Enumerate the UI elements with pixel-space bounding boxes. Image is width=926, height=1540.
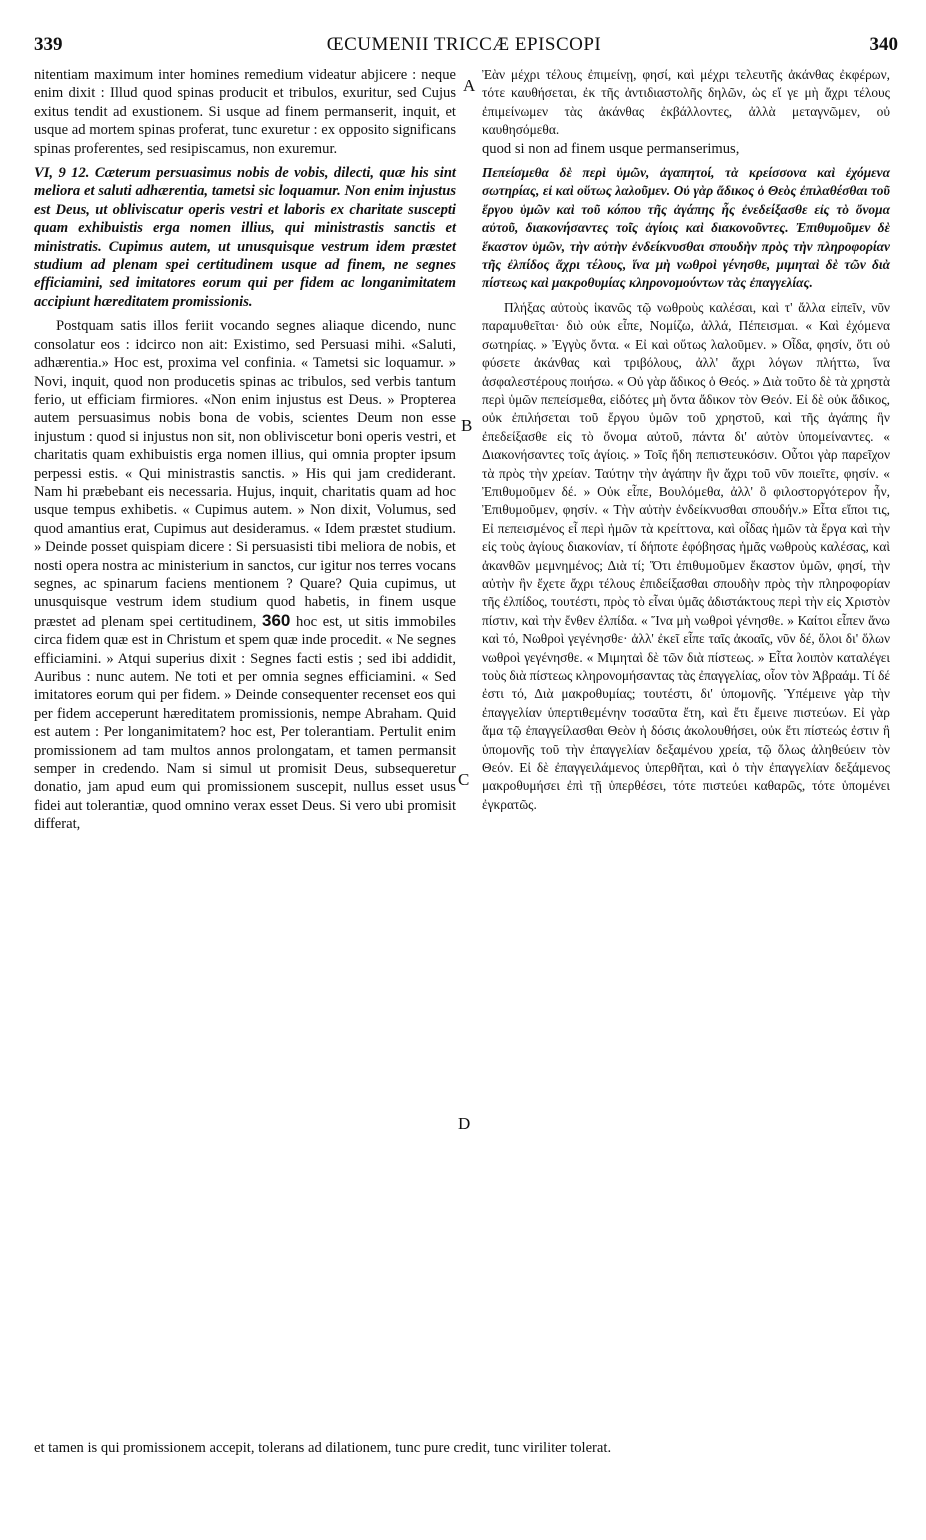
greek-column <box>482 66 890 814</box>
closing-spanning-text: et tamen is qui promissionem accepit, tolerans ad dilationem, tunc pure credit, tunc viriliter tolerat. <box>34 1440 612 1456</box>
latin-scripture-paragraph <box>34 164 456 311</box>
latin-scripture-text: Cæterum persuasimus nobis de vobis, dilecti, quæ his sint meliora et saluti adhærentia, tametsi sic loquamur. Non enim injustus est Deus, ut obliviscatur operis vestri et laboris ex charitate suscepti quam exhibuistis erga nomen illius, qui ministrastis sanctis et ministratis. Cupimus autem, ut unusquisque vestrum idem præstet studium ad plenam spei certitudinem usque ad finem, ne segnes efficiamini, sed imitatores eorum qui per fidem ac longanimitatem accipiunt hæreditatem promissionis. <box>34 165 456 310</box>
greek-paragraph-1: Ἐὰν μέχρι τέλους ἐπιμείνῃ, φησί, καὶ μέχρι τελευτῆς ἀκάνθας ἐκφέρων, τότε καυθήσεται, ἐκ τῆς ἀντιδιαστολῆς δηλῶν, ὡς εἴ γε μὴ ἄχρι τέλους ἐπιμείνωμεν τὰς ἀκάνθας ἐκβάλλοντες, ἀλλὰ μεταγνῶμεν, οὐ καυθησόμεθα. <box>482 67 890 138</box>
margin-marker-d: D <box>458 1114 471 1133</box>
running-header <box>30 34 898 64</box>
page-number-right: 340 <box>869 34 898 55</box>
latin-column <box>34 66 456 834</box>
margin-marker-c: C <box>458 770 470 789</box>
latin-commentary-part-1: Postquam satis illos feriit vocando segnes aliaque dicendo, nunc consolatur eos : idcirco non ait: Existimo, sed Persuasi mihi. «Saluti, adhærentia.» Hoc est, proxima vel confinia. « Tametsi sic loquamur. » Novi, inquit, quod non producetis spinas ac tribulos, sed verbis tantum ferio, ut efficiam firmiores. «Non enim injustus est Deus. » Propterea autem persuasimus nobis bona de vobis, scientes Deum non esse injustum : quod si injustus non sit, non obliviscetur boni operis vestri, et charitatis quam exhibuistis erga nomen illius, qui omnia propter ipsum perpessi estis. « Qui ministrastis sanctis. » His qui jam crediderant. Nam hi præbebant eis necessaria. Hujus, inquit, charitatis quam ad hoc usque tempus exhibetis. « Cupimus autem. » Non dixit, Volumus, sed quod amantius erat, Cupimus aut desideramus. « Idem præstet studium. » Deinde posset quispiam dicere : Si persuasisti tibi meliora de nobis, et nosti opera nostra ac ministerium in sanctos, cur igitur nos terres vocans segnes, ac spinarum faciens mentionem ? Quare? Quia cupimus, ut unusquisque vestrum idem studium quod habetis, in finem usque præstet ad plenam spei certitudinem, <box>34 318 456 630</box>
margin-marker-a: A <box>463 76 476 95</box>
latin-commentary-part-2: hoc est, ut sitis immobiles circa fidem quæ est in Christum et spem quæ inde procedit. « Ne segnes efficiamini. » Atqui superius dixit : Segnes facti estis ; sed ibi addidit, Auribus : nunc autem. Ne toti et per omnia segnes efficiamini. « Sed imitatores eorum qui per fidem. » Deinde consequenter recenset eos qui per fidem acceperunt hæreditatem promissionis, nempe Abraham. Quid est autem : Per longanimitatem? hoc est, Per tolerantiam. Pertulit enim promissionem ad tam multos annos prolongatam, et tamen permansit semper in credendo. Nam si simul ut promisit Deus, subsequeretur donatio, jam apud eum qui promissionem suscepit, nullus esset usus fidei aut tolerantiæ, quod omnino verax esset Deus. Si vero ubi promisit differat, <box>34 613 456 833</box>
verse-reference: VI, 9 12. <box>34 165 90 182</box>
column-number-inline: 360 <box>262 610 291 630</box>
page-number-left: 339 <box>34 34 63 55</box>
latin-continuation-line: quod si non ad finem usque permanserimus, <box>482 140 740 157</box>
latin-commentary-paragraph <box>34 317 456 833</box>
margin-marker-b: B <box>461 416 473 435</box>
greek-commentary-paragraph: Πλήξας αὐτοὺς ἱκανῶς τῷ νωθροὺς καλέσαι, καὶ τ' ἄλλα εἰπεῖν, νῦν παραμυθεῖται· διὸ οὐκ εἶπε, Νομίζω, ἀλλά, Πέπεισμαι. « Καὶ ἐχόμενα σωτηρίας. » Ἐγγὺς ὄντα. « Εἰ καὶ οὕτως λαλοῦμεν. » Οἶδα, φησίν, ὅτι οὐ φύσετε ἀκάνθας καὶ τριβόλους, ἀλλ' ἄχρι λόγων πλήττω, ἵνα ἀσφαλεστέρους ποιήσω. « Οὐ γὰρ ἄδικος ὁ Θεός. » Διὰ τοῦτο δὲ τὰ χρηστὰ περὶ ὑμῶν πεπείσμεθα, εἰδότες μὴ ὄντα ἄδικον τὸν Θεόν. Εἰ δὲ οὐκ ἄδικος, οὐκ ἐπιλήσεται τοῦ ἔργου ὑμῶν τοῦ χρηστοῦ, καὶ τῆς ἀγάπης ἣν ἐπεδείξασθε εἰς τὸ ὄνομα αὐτοῦ, πάντα δι' αὐτὸν ὑπομείναντες. « Διακονήσαντες τοῖς ἁγίοις. » Τοῖς ἤδη πεπιστευκόσιν. Οὗτοι γὰρ παρεῖχον τὰ πρὸς τὴν χρείαν. Ταύτην τὴν ἀγάπην ἣν ἄχρι τοῦ νῦν ποιεῖτε, φησίν. « Ἐπιθυμοῦμεν δέ. » Οὐκ εἶπε, Βουλόμεθα, ἀλλ' ὃ φιλοστοργότερον ἦν, Ἐπιθυμοῦμεν, φησίν. « Τὴν αὐτὴν ἐνδείκνυσθαι σπουδήν.» Εἶτα εἴποι τις, Εἰ πεπεισμένος εἶ περὶ ἡμῶν τὰ κρείττονα, καὶ οἶδας ἡμῶν τὰ ἔργα καὶ τὴν εἰς τοὺς ἁγίους διακονίαν, τί δήποτε ἐφόβησας ἡμᾶς νωθροὺς καλέσας, καὶ ἀκανθῶν μεμνημένος; Διὰ τί; Ὅτι ἐπιθυμοῦμεν ἕκαστον ὑμῶν, φησί, τὴν αὐτὴν ἣν ἔχετε ἄχρι τέλους ἐπιδείξασθαι σπουδὴν πρὸς τὴν πληροφορίαν τῆς ἐλπίδος, τουτέστι, πρὸς τὸ εἶναι ὑμᾶς ἀδιστάκτους περὶ τὴν εἰς Χριστὸν πίστιν, καὶ τὴν ἔνθεν ἐλπίδα. « Ἵνα μὴ νωθροὶ γένησθε. » Καίτοι εἶπεν ἄνω καὶ τό, Νωθροὶ γεγένησθε· ἀλλ' ἐκεῖ εἶπε ταῖς ἀκοαῖς, νῦν δέ, ὅλοι δι' ὅλων νωθροὶ γεγένησθε. « Μιμηταὶ δὲ τῶν διὰ πίστεως. » Εἶτα λοιπὸν καταλέγει τοὺς διὰ πίστεως κληρονομήσαντας τὰς ἐπαγγελίας, οἷον τὸν Ἀβραάμ. Τί δέ ἐστι τό, Διὰ μακροθυμίας; τουτέστι, δι' ὑπομονῆς. Ὑπέμεινε γὰρ τὴν ἐπαγγελίαν ὑπερτιθεμένην τοσαῦτα ἔτη, καὶ ἔτι ἔμεινε πιστεύων. Εἰ γὰρ ἅμα τῷ ἐπαγγείλασθαι Θεὸν ἡ δόσις ἀκολουθήσει, οὐκ ἔτι πίστεώς ἐστιν ἢ ὑπομονῆς τοῦ τὴν ἐπαγγελίαν δεξαμένου χρεία, τῷ ὅλως ἀληθεύειν τὸν Θεόν. Εἰ δὲ ἐπαγγειλάμενος ὑπερθῆται, καὶ ὁ τὴν ἐπαγγελίαν δεξάμενος μακροθυμήσει ἐπὶ τῇ ὑπερθέσει, τότε πιστεύει καθαρῶς, τότε ὑπομένει ἐγκρατῶς. <box>482 299 891 812</box>
running-title: ŒCUMENII TRICCÆ EPISCOPI <box>326 34 602 55</box>
latin-paragraph-1: nitentiam maximum inter homines remedium videatur abjicere : neque enim dixit : Illud quod spinas producit et tribulos, exuritur, sed Cujus exitus tendit ad exustionem. Si usque ad finem permanserit, inquit, et usque ad mortem spinas proferat, tunc exuretur : ex opposito significans spinas proferentes, sed resipiscamus, non exuremur. <box>34 67 456 157</box>
greek-scripture-paragraph: Πεπείσμεθα δὲ περὶ ὑμῶν, ἀγαπητοί, τὰ κρείσσονα καὶ ἐχόμενα σωτηρίας, εἰ καὶ οὕτως λαλοῦμεν. Οὐ γὰρ ἄδικος ὁ Θεὸς ἐπιλαθέσθαι τοῦ ἔργου ὑμῶν καὶ τοῦ κόπου τῆς ἀγάπης ἧς ἐνεδείξασθε εἰς τὸ ὄνομα αὐτοῦ, διακονήσαντες τοῖς ἁγίοις καὶ διακονοῦντες. Ἐπιθυμοῦμεν δὲ ἕκαστον ὑμῶν, τὴν αὐτὴν ἐνδείκνυσθαι σπουδὴν πρὸς τὴν πληροφορίαν τῆς ἐλπίδος ἄχρι τέλους, ἵνα μὴ νωθροὶ γένησθε, μιμηταὶ δὲ τῶν διὰ πίστεως καὶ μακροθυμίας κληρονομούντων τὰς ἐπαγγελίας. <box>482 165 890 291</box>
